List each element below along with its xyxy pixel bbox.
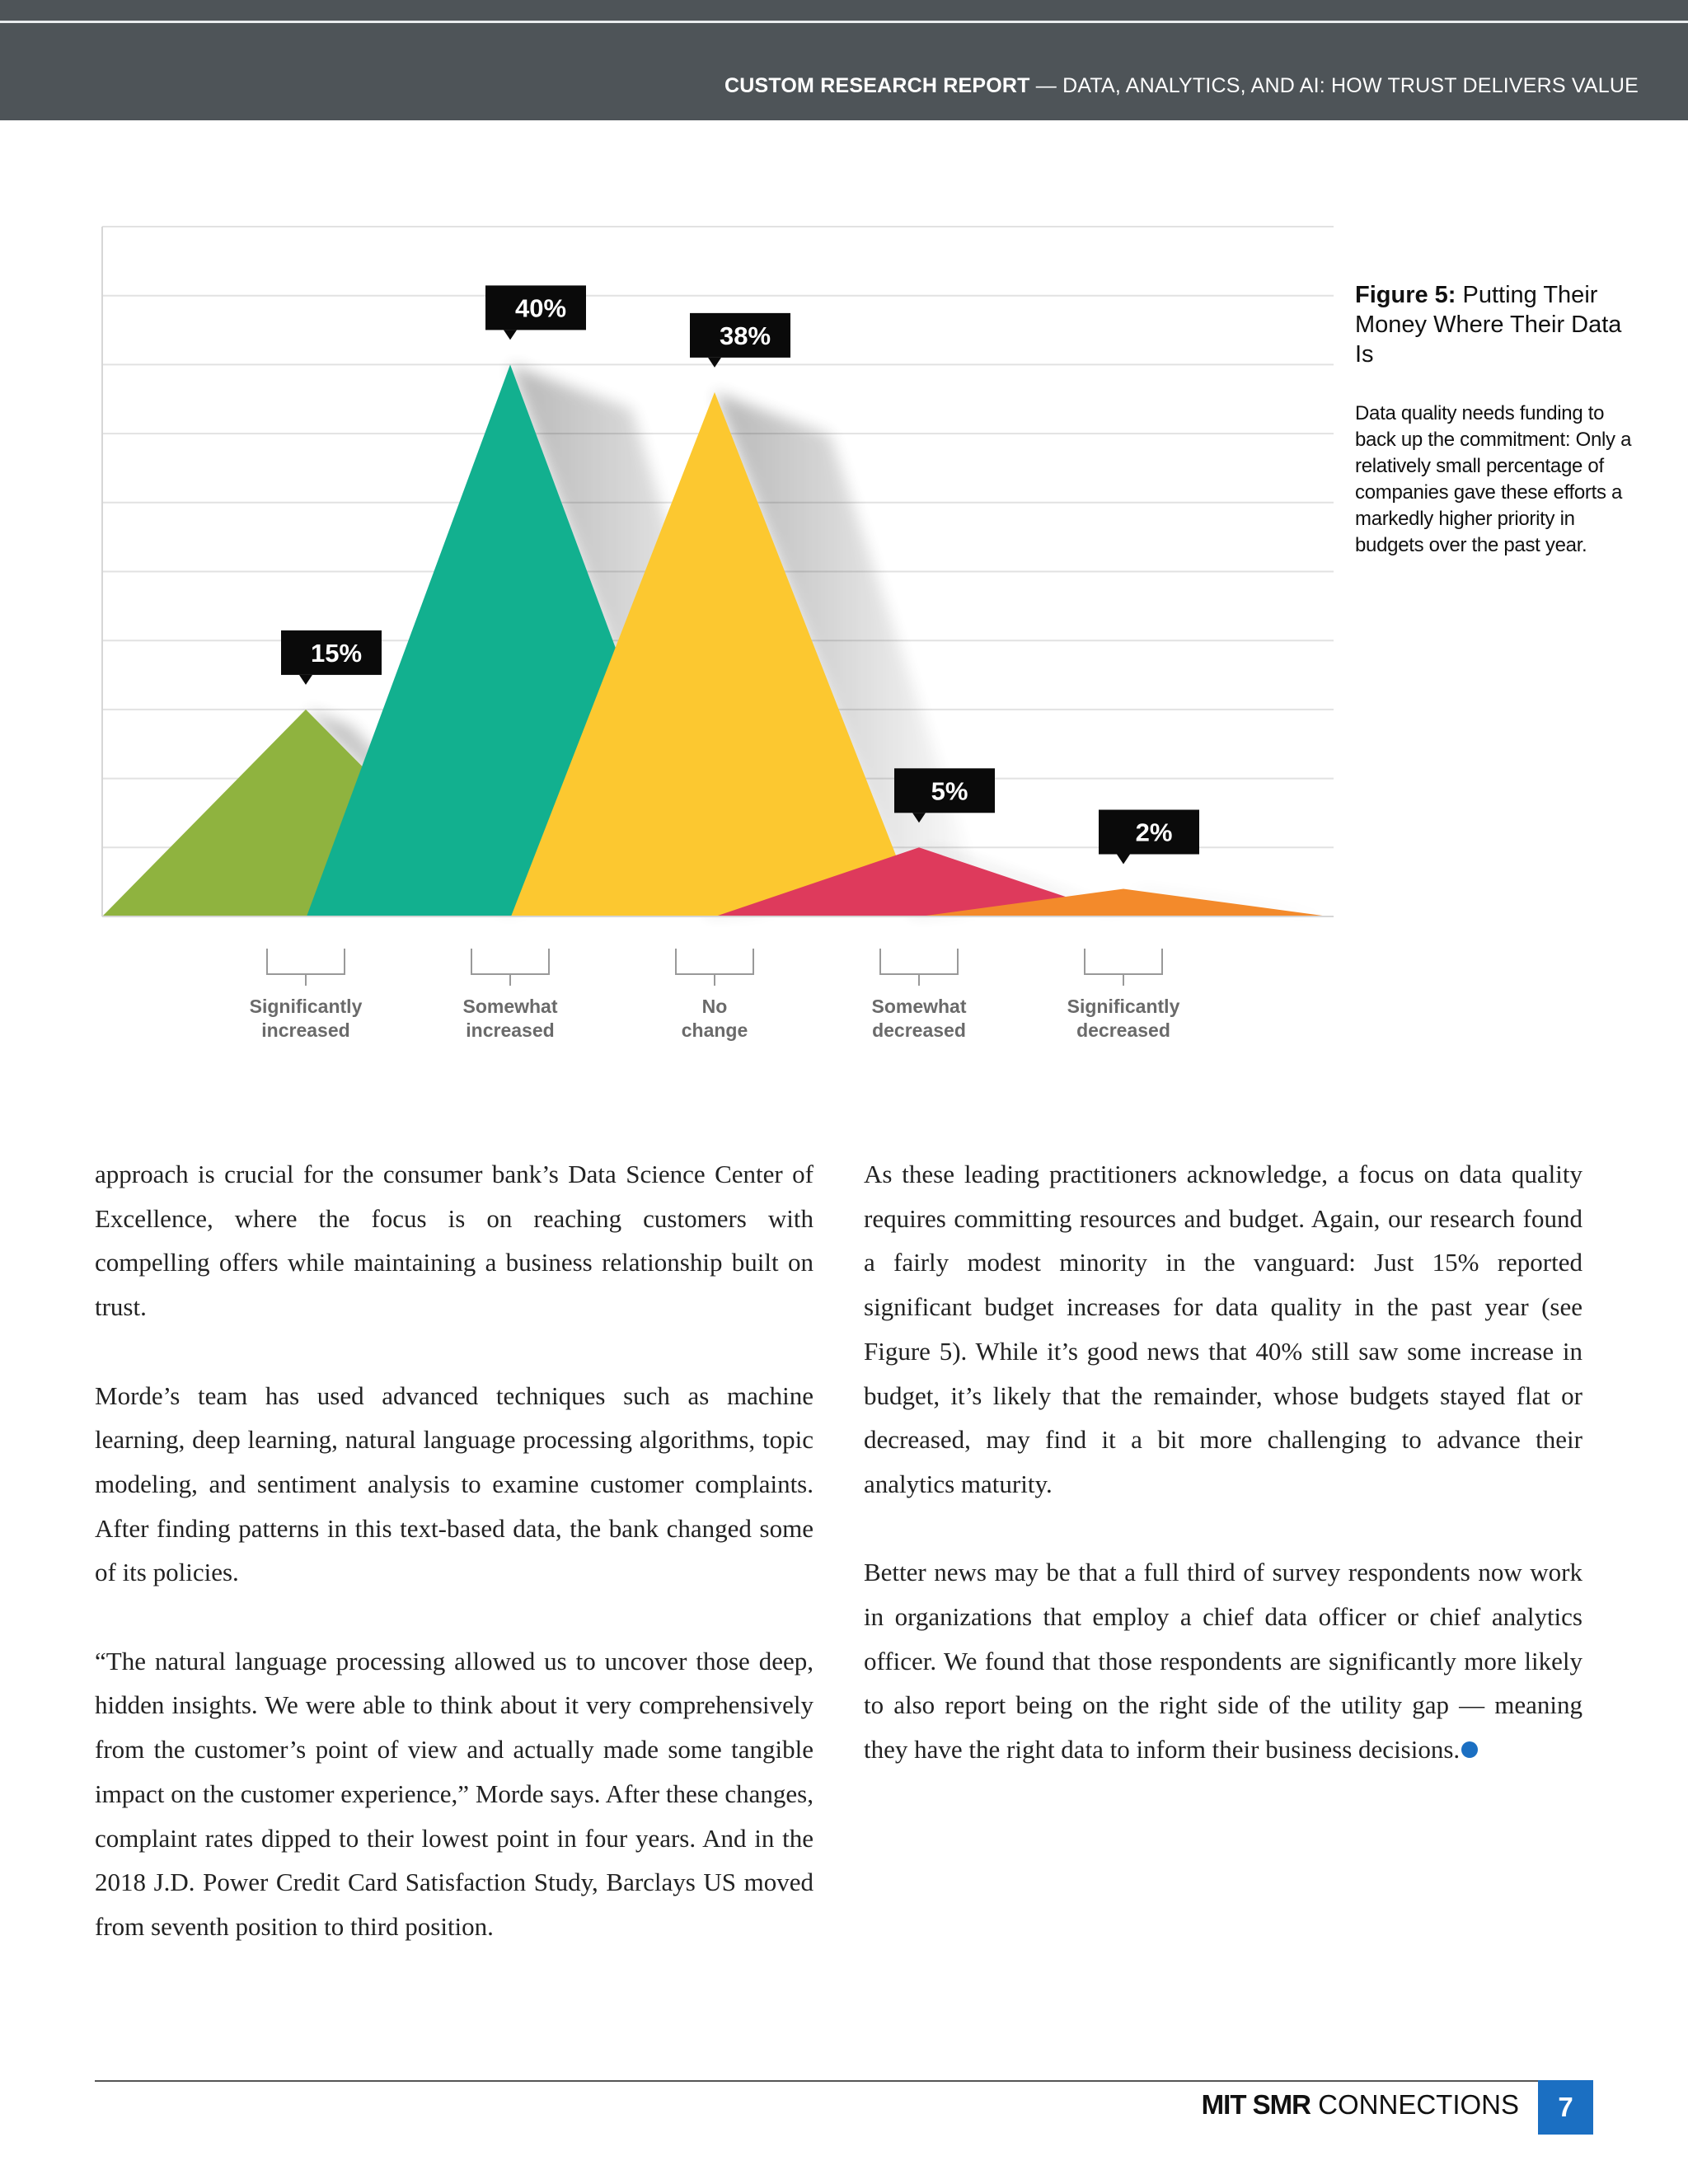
right-text-column bbox=[864, 1152, 1582, 1816]
category-bracket bbox=[267, 949, 345, 986]
value-label: 40% bbox=[514, 293, 567, 323]
report-label: CUSTOM RESEARCH REPORT bbox=[724, 74, 1030, 97]
figure-description: Data quality needs funding to back up the commitment: Only a relatively small percentage of companies gave these efforts a markedly higher priority in budgets over the past year. bbox=[1355, 402, 1632, 556]
header-rule bbox=[0, 21, 1688, 23]
report-title: — DATA, ANALYTICS, AND AI: HOW TRUST DELIVERS VALUE bbox=[1029, 74, 1639, 97]
category-label-line: decreased bbox=[872, 1019, 966, 1041]
figure-label: Figure 5: bbox=[1355, 282, 1456, 308]
category-label-significantly-increased bbox=[250, 949, 363, 1041]
right-paragraph-2-wrap bbox=[864, 1550, 1582, 1772]
left-paragraph-1: approach is crucial for the consumer bank’s Data Science Center of Excellence, where the focus is on reaching customers with compelling offers while maintaining a business relationship built on trust. bbox=[95, 1160, 814, 1322]
category-bracket bbox=[676, 949, 753, 986]
category-label-line: increased bbox=[466, 1019, 555, 1041]
right-paragraph-1: As these leading practitioners acknowledge, a focus on data quality requires committing resources and budget. Again, our research found a fairly modest minority in the vanguard: Just 15% reported significant budget increases for data quality in the past year (see Figure 5). While it’s good news that 40% still saw some increase in budget, it’s likely that the remainder, whose budgets stayed flat or decreased, may find it a bit more challenging to advance their analytics maturity. bbox=[864, 1160, 1582, 1498]
category-label-line: change bbox=[681, 1019, 748, 1041]
category-label-somewhat-decreased bbox=[871, 949, 966, 1041]
category-label-significantly-decreased bbox=[1067, 949, 1180, 1041]
figure-title bbox=[1355, 280, 1635, 369]
callout-somewhat-increased bbox=[485, 285, 586, 340]
category-bracket bbox=[1085, 949, 1162, 986]
value-label: 5% bbox=[931, 776, 968, 806]
callout-pointer bbox=[299, 675, 312, 685]
callout-no-change bbox=[690, 313, 790, 368]
value-label: 15% bbox=[310, 638, 363, 668]
footer-rule bbox=[95, 2080, 1593, 2082]
figure-caption bbox=[1355, 280, 1635, 559]
callout-pointer bbox=[1117, 855, 1130, 865]
left-paragraph-3: “The natural language processing allowed us to uncover those deep, hidden insights. We were able to think about it very comprehensively from the customer’s point of view and actually made some tangible impact on the customer experience,” Morde says. After these changes, complaint rates dipped to their lowest point in four years. And in the 2018 J.D. Power Credit Card Satisfaction Study, Barclays US moved from seventh position to third position. bbox=[95, 1646, 814, 1941]
category-bracket bbox=[880, 949, 958, 986]
value-label: 2% bbox=[1135, 818, 1173, 847]
left-text-column bbox=[95, 1152, 814, 1993]
category-bracket bbox=[471, 949, 549, 986]
page-number: 7 bbox=[1538, 2080, 1593, 2135]
figure-title-text: Putting Their Money Where Their Data Is bbox=[1355, 282, 1622, 368]
left-paragraph-2: Morde’s team has used advanced techniques such as machine learning, deep learning, natural language processing algorithms, topic modeling, and sentiment analysis to examine customer complaints. After finding patterns in this text-based data, the bank changed some of its policies. bbox=[95, 1380, 814, 1587]
budget-change-chart bbox=[0, 214, 1343, 1055]
footer-brand bbox=[1202, 2089, 1519, 2121]
category-label-line: increased bbox=[261, 1019, 350, 1041]
callout-significantly-increased bbox=[281, 630, 382, 685]
report-header-title bbox=[724, 74, 1639, 98]
brand-bold: MIT SMR bbox=[1201, 2089, 1311, 2120]
callout-pointer bbox=[708, 358, 721, 368]
report-header-bar bbox=[0, 0, 1688, 120]
callout-pointer bbox=[504, 330, 517, 340]
category-label-line: No bbox=[701, 996, 728, 1017]
category-labels bbox=[250, 949, 1180, 1041]
category-label-line: decreased bbox=[1076, 1019, 1170, 1041]
category-label-line: Significantly bbox=[249, 996, 363, 1017]
end-mark-icon bbox=[1461, 1741, 1478, 1758]
category-label-line: Somewhat bbox=[462, 996, 558, 1017]
right-paragraph-2: Better news may be that a full third of survey respondents now work in organizations that employ a chief data officer or chief analytics officer. We found that those respondents are significantly more likely to also report being on the right side of the utility gap — meaning they have the right data to inform their business decisions. bbox=[864, 1558, 1582, 1765]
category-label-line: Somewhat bbox=[871, 996, 967, 1017]
category-label-line: Significantly bbox=[1067, 996, 1180, 1017]
category-label-no-change bbox=[676, 949, 753, 1041]
callout-significantly-decreased bbox=[1099, 810, 1199, 865]
brand-rest: CONNECTIONS bbox=[1310, 2089, 1519, 2120]
value-label: 38% bbox=[719, 321, 771, 350]
category-label-somewhat-increased bbox=[462, 949, 557, 1041]
